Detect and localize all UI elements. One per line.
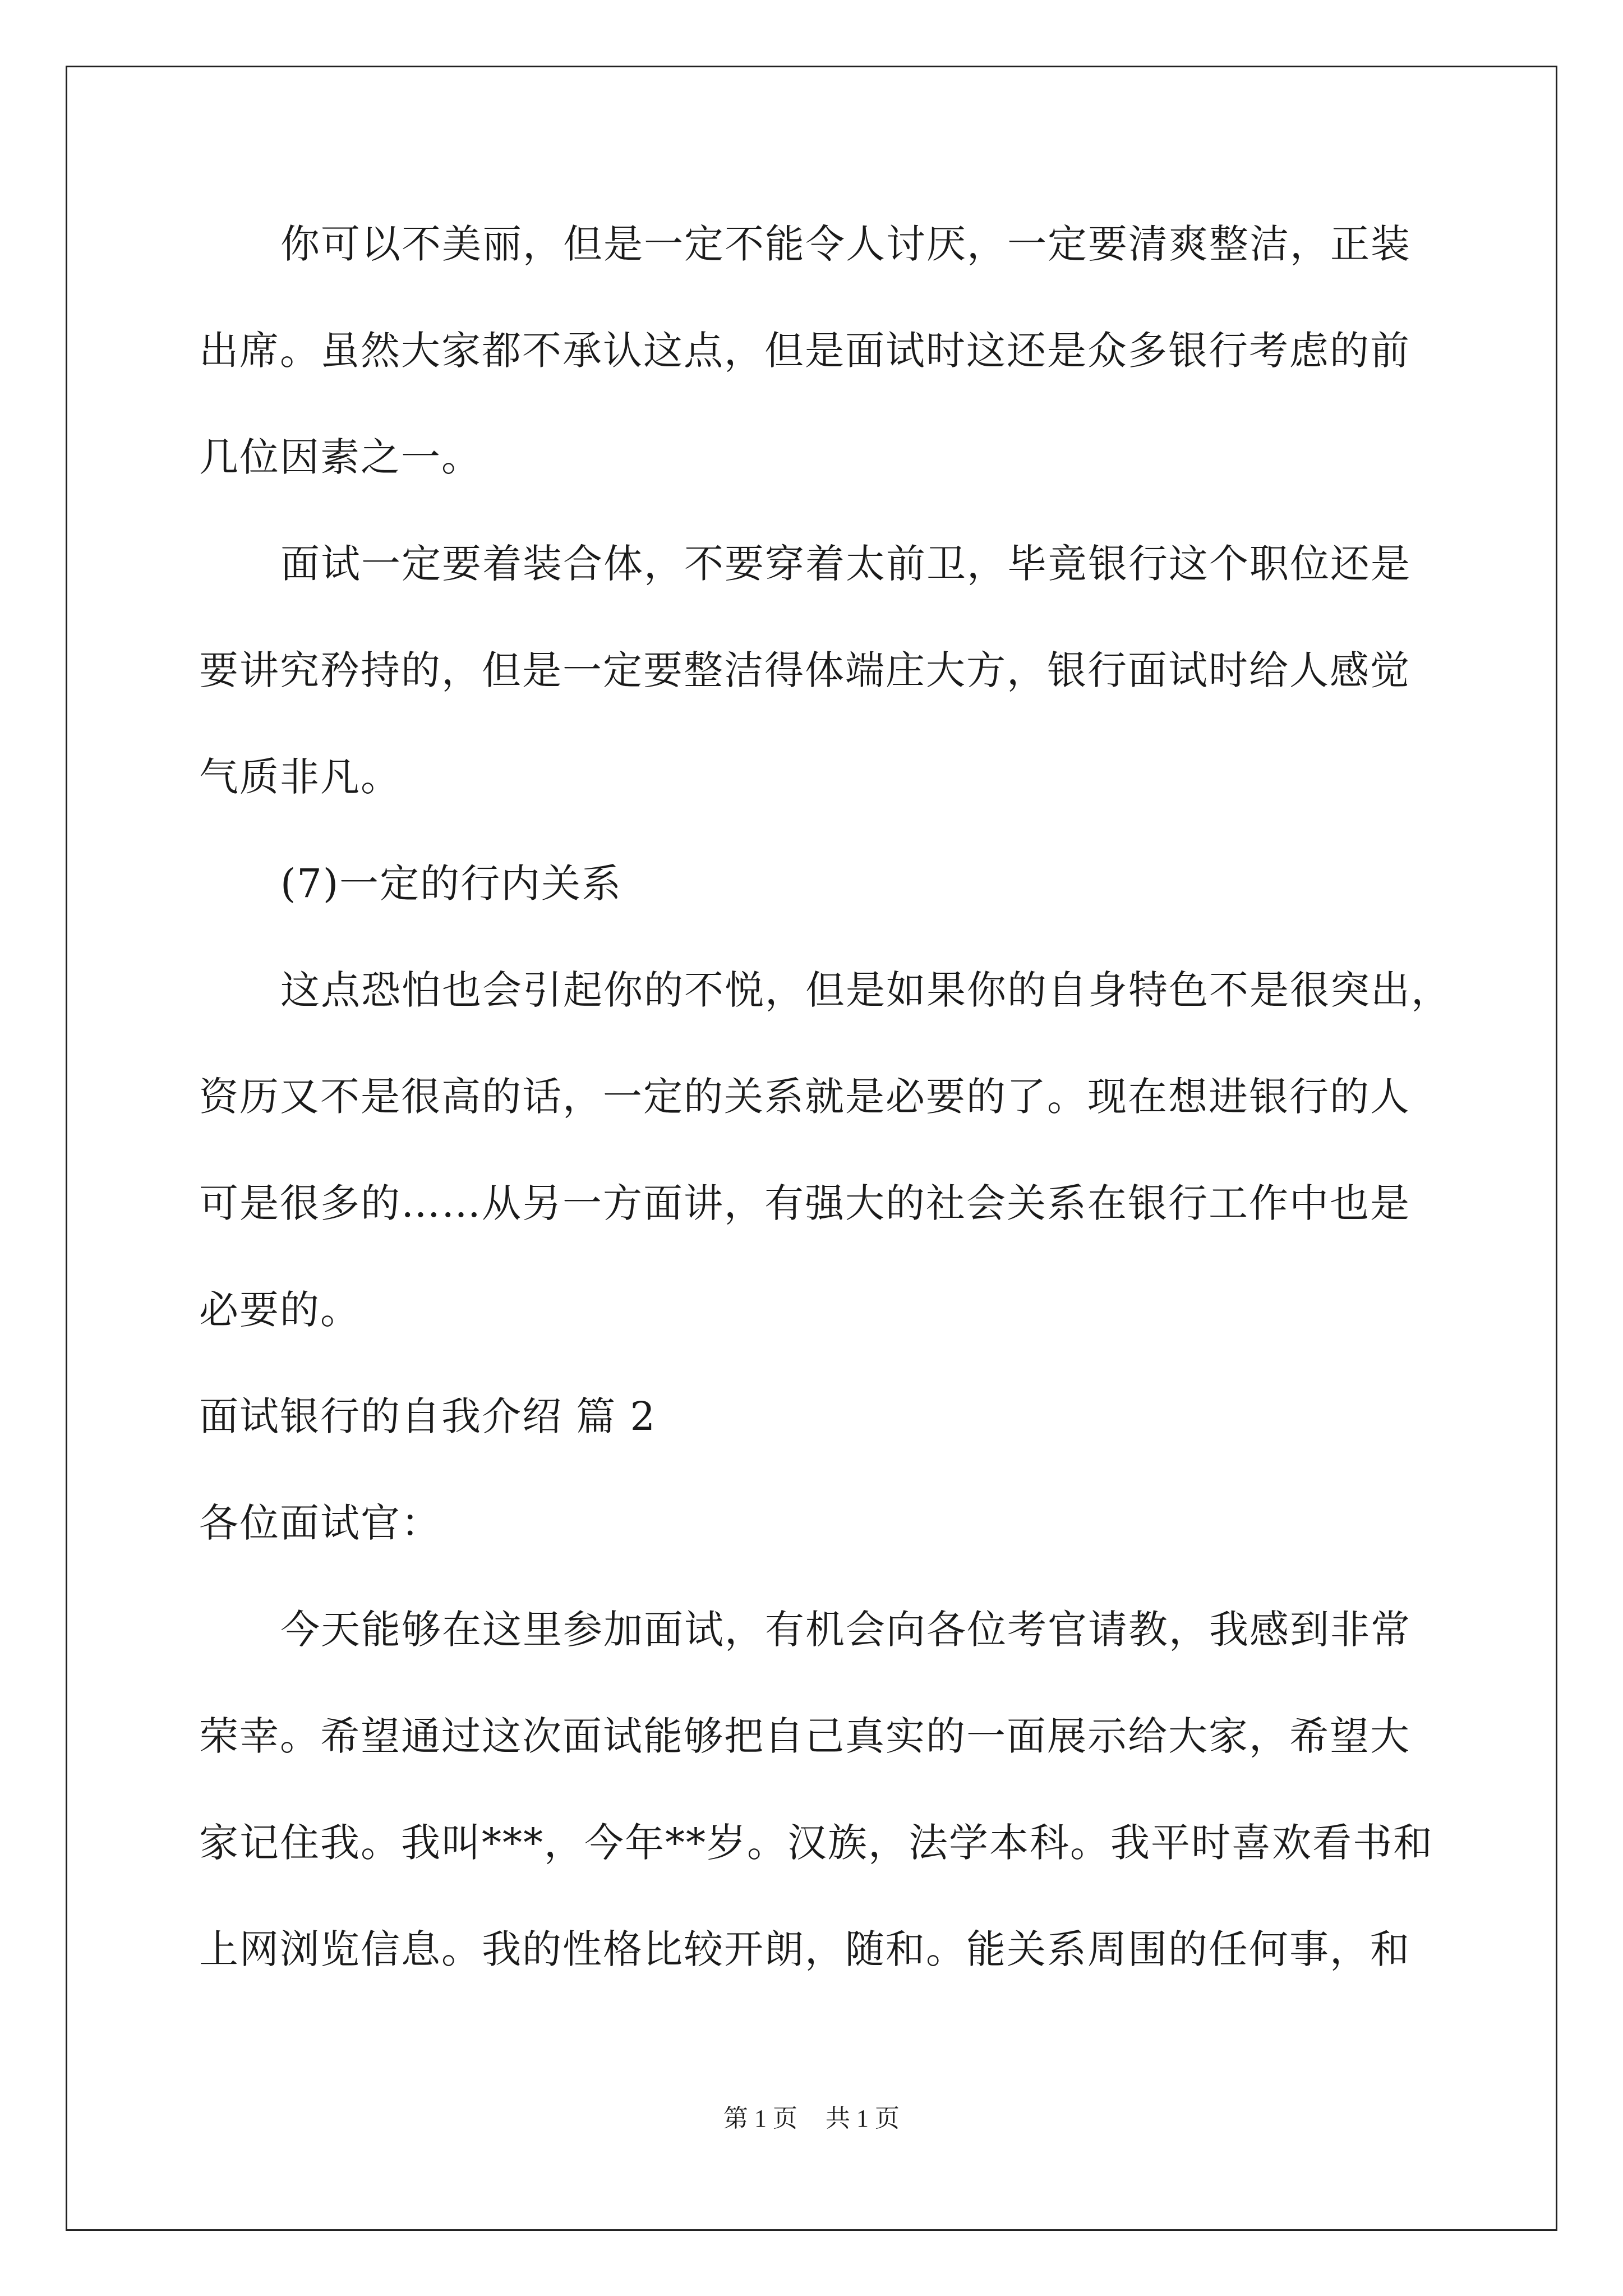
paragraph-line: 你可以不美丽，但是一定不能令人讨厌，一定要清爽整洁，正装 <box>280 221 1411 267</box>
paragraph-line: 面试一定要着装合体，不要穿着太前卫，毕竟银行这个职位还是 <box>280 541 1411 587</box>
paragraph-line: 要讲究矜持的，但是一定要整洁得体端庄大方，银行面试时给人感觉 <box>199 647 1410 693</box>
paragraph-line: 今天能够在这里参加面试，有机会向各位考官请教，我感到非常 <box>280 1607 1411 1653</box>
paragraph-line: 这点恐怕也会引起你的不悦，但是如果你的自身特色不是很突出， <box>280 967 1451 1013</box>
paragraph-line: 资历又不是很高的话，一定的关系就是必要的了。现在想进银行的人 <box>199 1074 1410 1120</box>
paragraph-line: 可是很多的……从另一方面讲，有强大的社会关系在银行工作中也是 <box>199 1180 1410 1226</box>
section-heading: (7)一定的行内关系 <box>280 861 623 907</box>
article-title: 面试银行的自我介绍 篇 2 <box>199 1393 657 1439</box>
paragraph-line: 家记住我。我叫***，今年**岁。汉族，法学本科。我平时喜欢看书和 <box>199 1820 1433 1866</box>
paragraph-line: 气质非凡。 <box>199 754 401 800</box>
paragraph-line: 必要的。 <box>199 1287 361 1333</box>
salutation: 各位面试官： <box>199 1500 441 1546</box>
document-body <box>199 191 1451 2003</box>
page-footer <box>0 2098 1623 2134</box>
page-number-total: 共 1 页 <box>826 2105 900 2132</box>
paragraph-line: 荣幸。希望通过这次面试能够把自己真实的一面展示给大家，希望大 <box>199 1713 1410 1759</box>
page-number-current: 第 1 页 <box>723 2105 797 2132</box>
paragraph-line: 几位因素之一。 <box>199 434 482 480</box>
paragraph-line: 出席。虽然大家都不承认这点，但是面试时这还是众多银行考虑的前 <box>199 328 1410 374</box>
paragraph-line: 上网浏览信息。我的性格比较开朗，随和。能关系周围的任何事，和 <box>199 1926 1410 1972</box>
